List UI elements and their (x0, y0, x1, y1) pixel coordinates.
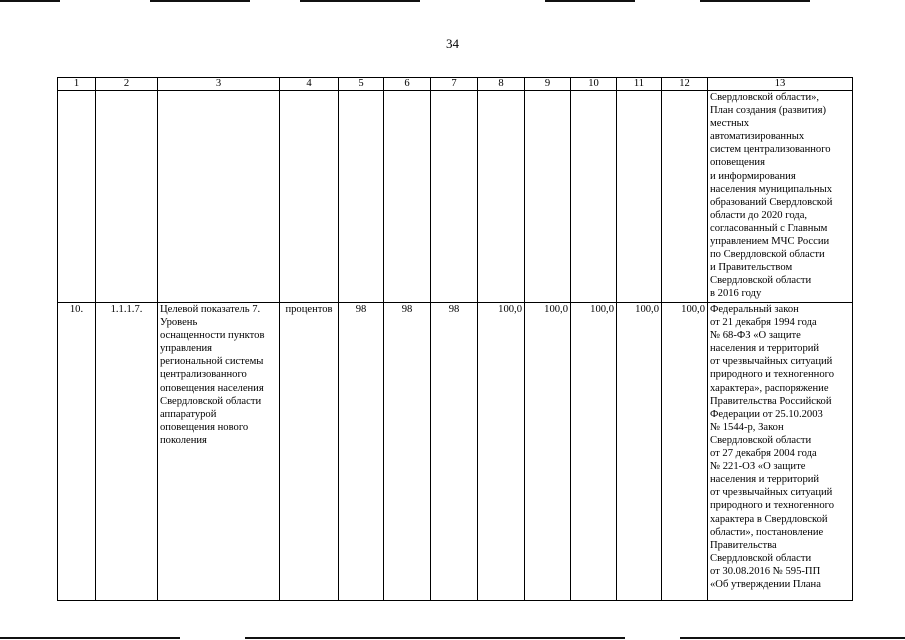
value-cell: 100,0 (617, 303, 662, 601)
scan-edge-top-mid (300, 0, 420, 2)
value-cell: 98 (339, 303, 384, 601)
scan-edge-top-mid-left (150, 0, 250, 2)
column-number-header: 10 (571, 78, 617, 91)
scan-edge-bottom-right (680, 637, 905, 639)
table-row (58, 303, 853, 601)
scan-edge-top-left (0, 0, 60, 2)
value-cell (525, 91, 571, 303)
indicator-name-cell: Целевой показатель 7. Уровень оснащенности пунктов управления региональной системы централизованного оповещения населения Свердловской области аппаратурой оповещения нового поколения (158, 303, 280, 601)
value-cell (617, 91, 662, 303)
column-number-header: 2 (96, 78, 158, 91)
value-cell (431, 91, 478, 303)
item-code-cell (96, 91, 158, 303)
row-number-cell (58, 91, 96, 303)
column-number-header: 4 (280, 78, 339, 91)
row-number-cell: 10. (58, 303, 96, 601)
scan-edge-top-right (545, 0, 635, 2)
item-code-cell: 1.1.1.7. (96, 303, 158, 601)
source-document-cell: Федеральный закон от 21 декабря 1994 года № 68-ФЗ «О защите населения и территорий от чрезвычайных ситуаций природного и техногенного характера», распоряжение Правительства Российской Федерации от 25.10.2003 № 1544-р, Закон Свердловской области от 27 декабря 2004 года № 221-ОЗ «О защите населения и территорий от чрезвычайных ситуаций природного и техногенного характера в Свердловской области», постановление Правительства Свердловской области от 30.08.2016 № 595-ПП «Об утверждении Плана (708, 303, 853, 601)
column-number-header: 5 (339, 78, 384, 91)
value-cell (662, 91, 708, 303)
value-cell: 100,0 (525, 303, 571, 601)
value-cell (478, 91, 525, 303)
scan-edge-bottom-mid (245, 637, 625, 639)
value-cell (384, 91, 431, 303)
scan-edge-bottom-left (0, 637, 180, 639)
column-number-header: 1 (58, 78, 96, 91)
value-cell: 98 (431, 303, 478, 601)
unit-cell (280, 91, 339, 303)
page-number: 34 (446, 36, 459, 51)
table-row (58, 91, 853, 303)
value-cell: 100,0 (478, 303, 525, 601)
column-number-header: 8 (478, 78, 525, 91)
column-number-header: 9 (525, 78, 571, 91)
data-table (57, 77, 853, 601)
indicator-name-cell (158, 91, 280, 303)
header-row (58, 78, 853, 91)
value-cell (339, 91, 384, 303)
column-number-header: 3 (158, 78, 280, 91)
scan-edge-top-far-right (700, 0, 810, 2)
unit-cell: процентов (280, 303, 339, 601)
value-cell: 100,0 (662, 303, 708, 601)
column-number-header: 12 (662, 78, 708, 91)
value-cell (571, 91, 617, 303)
column-number-header: 13 (708, 78, 853, 91)
column-number-header: 7 (431, 78, 478, 91)
column-number-header: 11 (617, 78, 662, 91)
value-cell: 98 (384, 303, 431, 601)
column-number-header: 6 (384, 78, 431, 91)
value-cell: 100,0 (571, 303, 617, 601)
source-document-cell: Свердловской области», План создания (развития) местных автоматизированных систем централизованного оповещения и информирования населения муниципальных образований Свердловской области до 2020 года, согласованный с Главным управлением МЧС России по Свердловской области и Правительством Свердловской области в 2016 году (708, 91, 853, 303)
